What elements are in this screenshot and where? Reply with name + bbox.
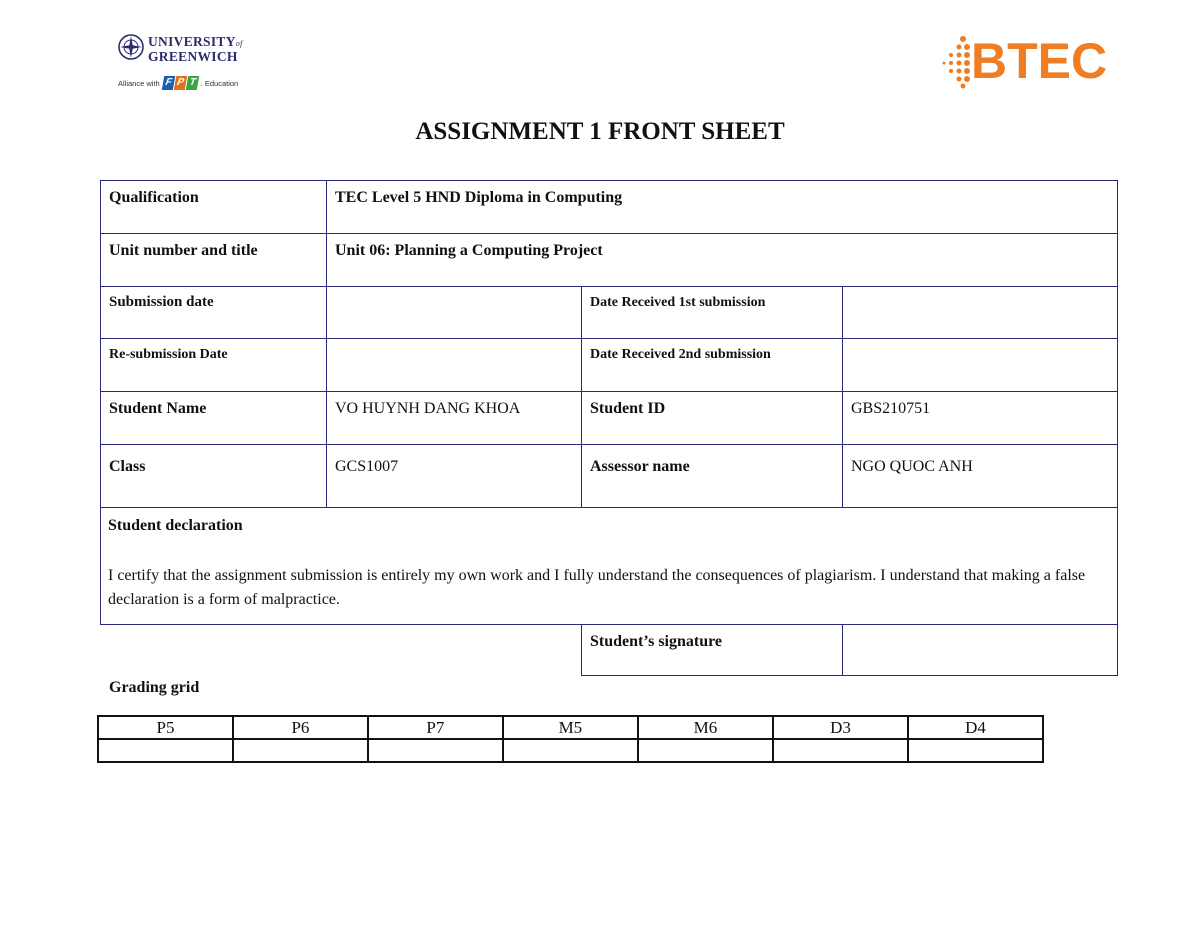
grade-cell-p7[interactable] xyxy=(368,739,503,762)
student-id-label: Student ID xyxy=(590,400,666,417)
grade-cell-p5[interactable] xyxy=(98,739,233,762)
student-name-value: VO HUYNH DANG KHOA xyxy=(335,400,521,417)
qualification-value: TEC Level 5 HND Diploma in Computing xyxy=(335,189,623,206)
btec-logo xyxy=(937,32,1122,92)
signature-label: Student’s signature xyxy=(590,633,723,650)
fpt-letter-p: P xyxy=(173,76,186,90)
student-id-value: GBS210751 xyxy=(851,400,931,417)
btec-wordmark: BTEC xyxy=(971,33,1108,89)
university-line2: GREENWICH xyxy=(148,49,238,64)
grading-value-row xyxy=(98,739,1043,762)
university-line1: UNIVERSITY xyxy=(148,34,236,49)
unit-label: Unit number and title xyxy=(109,242,258,259)
student-name-label: Student Name xyxy=(109,400,207,417)
date-received-2-label: Date Received 2nd submission xyxy=(590,347,771,362)
grade-header-m5: M5 xyxy=(503,716,638,739)
fpt-letter-t: T xyxy=(185,76,198,90)
submission-date-label: Submission date xyxy=(109,294,214,310)
unit-value: Unit 06: Planning a Computing Project xyxy=(335,242,603,259)
grade-header-d3: D3 xyxy=(773,716,908,739)
grade-cell-d3[interactable] xyxy=(773,739,908,762)
education-text: . Education xyxy=(200,78,239,88)
page-title: ASSIGNMENT 1 FRONT SHEET xyxy=(415,118,785,145)
fpt-logo xyxy=(163,76,198,90)
grade-cell-p6[interactable] xyxy=(233,739,368,762)
assessor-label: Assessor name xyxy=(590,458,690,475)
grade-cell-m5[interactable] xyxy=(503,739,638,762)
grading-grid-label: Grading grid xyxy=(109,679,200,696)
resubmission-label: Re-submission Date xyxy=(109,347,228,362)
qualification-label: Qualification xyxy=(109,189,199,206)
grade-header-d4: D4 xyxy=(908,716,1043,739)
grade-cell-m6[interactable] xyxy=(638,739,773,762)
btec-dots-icon xyxy=(937,34,971,90)
university-of-greenwich-logo xyxy=(118,34,253,94)
alliance-text: Alliance with xyxy=(118,78,160,88)
declaration-heading: Student declaration xyxy=(108,517,243,534)
declaration-text: I certify that the assignment submission is entirely my own work and I fully understand the consequences of plagiarism. I understand that making a false declaration is a form of malpractice. xyxy=(108,567,1086,608)
grade-header-m6: M6 xyxy=(638,716,773,739)
class-value: GCS1007 xyxy=(335,458,399,475)
grading-header-row xyxy=(98,716,1043,739)
grade-header-p7: P7 xyxy=(368,716,503,739)
grading-grid xyxy=(97,715,1044,763)
front-sheet-table xyxy=(100,180,1118,676)
class-label: Class xyxy=(109,458,146,475)
fpt-alliance xyxy=(118,76,238,90)
assessor-value: NGO QUOC ANH xyxy=(851,458,973,475)
fpt-letter-f: F xyxy=(161,76,174,90)
date-received-1-label: Date Received 1st submission xyxy=(590,295,766,310)
university-of: of xyxy=(235,39,243,48)
compass-seal-icon xyxy=(118,34,144,60)
university-name xyxy=(148,35,243,63)
grade-header-p6: P6 xyxy=(233,716,368,739)
grade-cell-d4[interactable] xyxy=(908,739,1043,762)
grade-header-p5: P5 xyxy=(98,716,233,739)
